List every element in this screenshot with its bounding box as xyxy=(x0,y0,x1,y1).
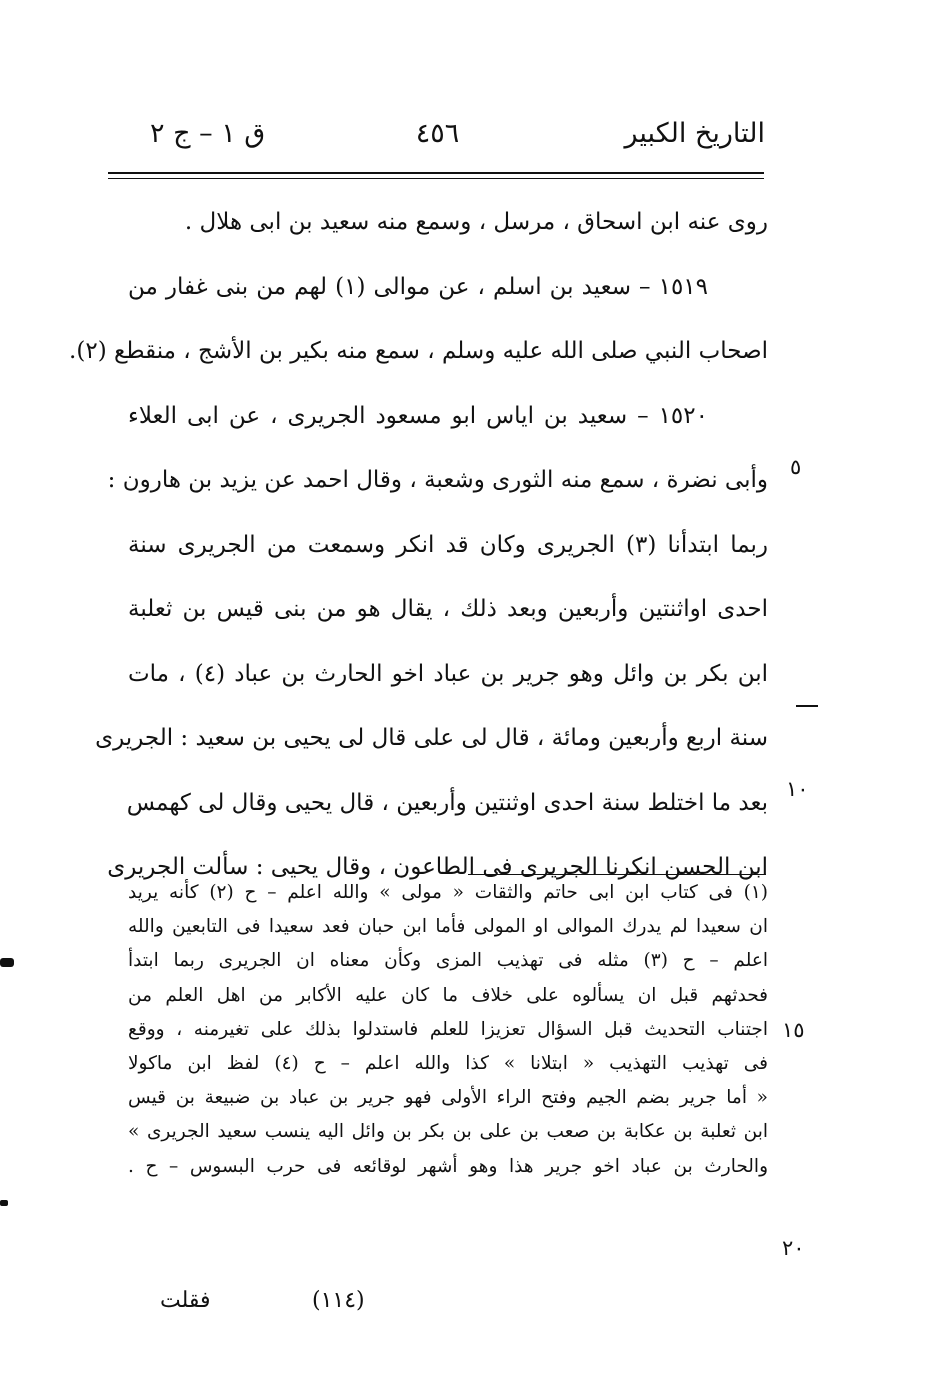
scan-edge-mark xyxy=(0,1200,8,1206)
volume-part: ق ١ – ج ٢ xyxy=(150,118,266,149)
margin-stroke xyxy=(796,705,818,707)
main-text xyxy=(69,190,769,900)
running-header xyxy=(110,112,765,168)
footnote-line: « أما جرير بضم الجيم وفتح الراء الأولى فهو جرير بن عباد بن ضبيعة بن قيس xyxy=(128,1087,768,1109)
text-line: ابن الحسن انكرنا الجريرى فى الطاعون ، وقال يحيى : سألت الجريرى xyxy=(107,854,768,880)
entry-line: ١٥١٩ – سعيد بن اسلم ، عن موالى (١) لهم من بنى غفار من xyxy=(128,273,709,300)
signature-mark: (١١٤) xyxy=(312,1288,365,1313)
footnote-line: فحدثهم قبل ان يسألوه على خلاف ما كان عليه الأكابر من اهل العلم من xyxy=(128,984,768,1006)
text-line: بعد ما اختلط سنة احدى اوثنتين وأربعين ، قال يحيى وقال لى كهمس xyxy=(126,789,768,816)
scan-edge-mark xyxy=(0,958,14,967)
text-line: سنة اربع وأربعين ومائة ، قال لى على قال لى يحيى بن سعيد : الجريرى xyxy=(95,725,768,751)
footnote-line: فى تهذيب التهذيب « ابتلانا » كذا والله اعلم – ح (٤) لفظ ابن ماكولا xyxy=(128,1052,769,1074)
footnote-line: ابن ثعلبة بن عكابة بن صعب بن على بن بكر بن وائل اليه ينسب سعيد الجريرى » xyxy=(128,1121,768,1143)
footnote-line: (١) فى كتاب ابن ابى حاتم والثقات « مولى » والله اعلم – ح (٢) كأنه يريد xyxy=(128,882,768,903)
line-number: ٥ xyxy=(790,455,802,479)
footnote-rule xyxy=(468,874,766,875)
line-number: ٢٠ xyxy=(782,1236,805,1260)
text-line: ابن بكر بن وائل وهو جرير بن عباد اخو الحارث بن عباد (٤) ، مات xyxy=(128,660,768,687)
footnote-line: اعلم – ح (٣) مثله فى تهذيب المزى وكأن معناه ان الجريرى ربما ابتدأ xyxy=(128,950,768,972)
footnote-line: والحارث بن عباد اخو جرير هذا وهو أشهر لوقائعه فى حرب البسوس – ح . xyxy=(128,1155,768,1177)
text-line: اصحاب النبي صلى الله عليه وسلم ، سمع منه بكير بن الأشج ، منقطع (٢). xyxy=(69,338,768,364)
catchword: فقلت xyxy=(160,1288,211,1313)
footnotes xyxy=(128,876,768,1184)
book-title: التاريخ الكبير xyxy=(624,118,765,149)
page-number: ٤٥٦ xyxy=(415,118,460,149)
header-rule xyxy=(108,172,764,174)
text-line: وأبى نضرة ، سمع منه الثورى وشعبة ، وقال احمد عن يزيد بن هارون : xyxy=(107,467,768,493)
text-line: احدى اواثنتين وأربعين وبعد ذلك ، يقال هو من بنى قيس بن ثعلبة xyxy=(128,596,768,622)
line-number: ١٠ xyxy=(786,777,809,801)
entry-line: ١٥٢٠ – سعيد بن اياس ابو مسعود الجريرى ، عن ابى العلاء xyxy=(128,402,708,429)
header-rule-thin xyxy=(108,178,764,179)
footnote-line: اجتناب التحديث قبل السؤال تعزيزا للعلم فاستدلوا بذلك على تغيرمنه ، ووقع xyxy=(128,1018,768,1040)
text-line: روى عنه ابن اسحاق ، مرسل ، وسمع منه سعيد بن ابى هلال . xyxy=(184,209,768,235)
line-number: ١٥ xyxy=(782,1018,805,1042)
footnote-line: ان سعيدا لم يدرك الموالى او المولى فأما ابن حبان فعد سعيدا فى التابعين والله xyxy=(128,916,768,938)
text-line: ربما ابتدأنا (٣) الجريرى وكان قد انكر وسمعت من الجريرى سنة xyxy=(128,531,769,558)
